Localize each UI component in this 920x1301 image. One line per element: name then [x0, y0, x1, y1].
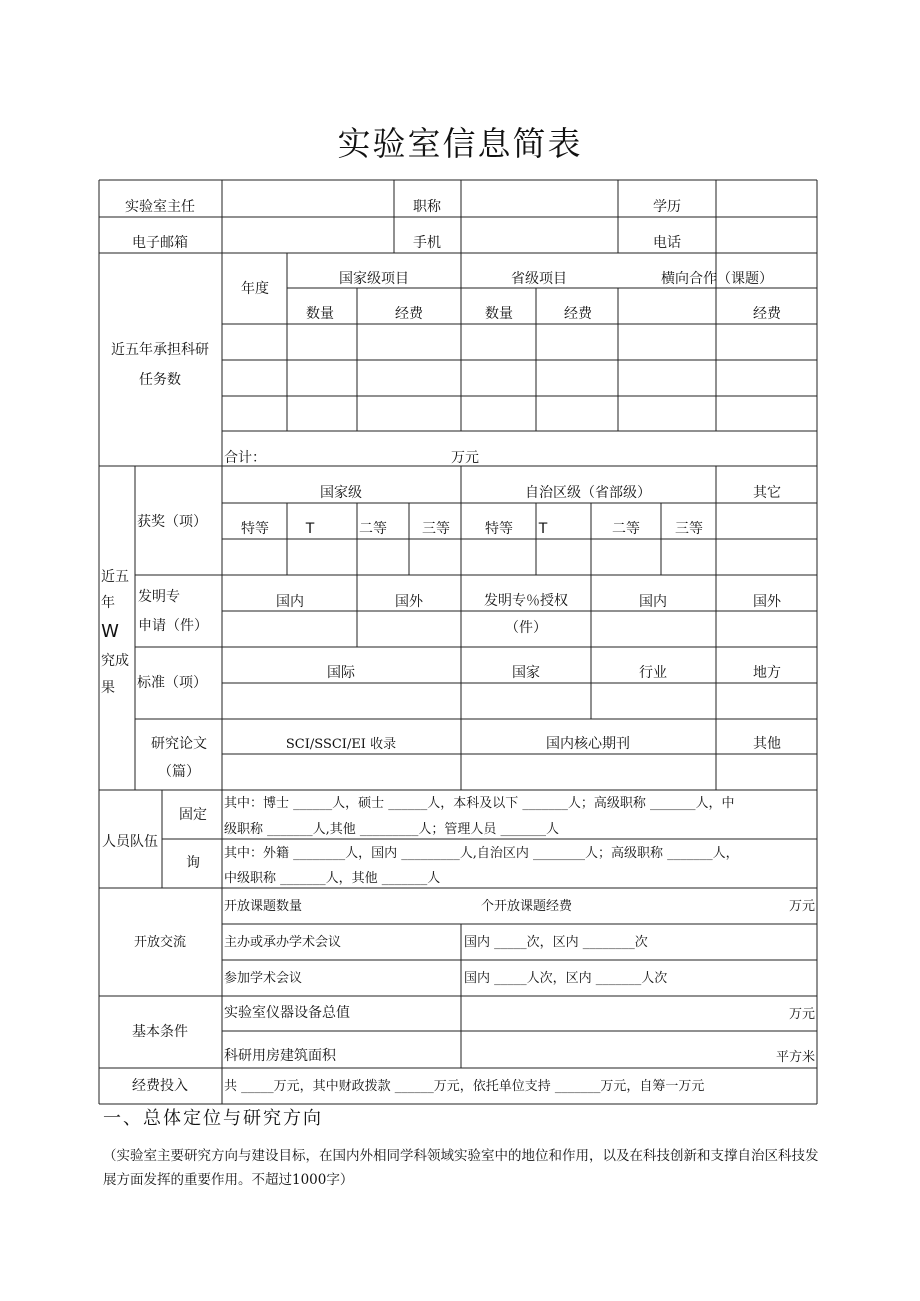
patent-app-foreign-label: 国外: [395, 594, 423, 610]
autonomous-special-grade: 特等: [485, 521, 513, 537]
staff-visiting-line-1: 其中：外籍 ________人，国内 _________人,自治区内 ________人；高级职称 _______人，: [224, 846, 739, 861]
awards-other-label: 其它: [753, 485, 781, 501]
patent-grant-foreign-label: 国外: [753, 594, 781, 610]
patent-application-label-1: 发明专: [138, 589, 180, 605]
provincial-projects-label: 省级项目: [511, 271, 567, 287]
host-meetings-label: 主办或承办学术会议: [224, 935, 342, 950]
conditions-section-label: 基本条件: [132, 1024, 188, 1040]
achievements-label-3: W: [101, 621, 119, 642]
attend-meetings-value: 国内 _____人次，区内 _______人次: [464, 971, 668, 986]
job-title-label: 职称: [413, 199, 441, 215]
achievements-label-2: 年: [101, 595, 115, 611]
autonomous-second-grade: 二等: [612, 521, 640, 537]
patent-app-domestic-label: 国内: [276, 594, 304, 610]
achievements-label-1: 近五: [101, 569, 129, 585]
national-third-grade: 三等: [422, 521, 450, 537]
patent-grant-label-1: 发明专％授权: [484, 593, 568, 609]
achievements-label-5: 果: [101, 680, 115, 696]
autonomous-first-grade: T: [538, 521, 548, 537]
host-meetings-value: 国内 _____次，区内 ________次: [464, 935, 648, 950]
projects-section-label-2: 任务数: [139, 372, 181, 388]
national-funding-label: 经费: [395, 306, 423, 322]
staff-fixed-line-2: 级职称 _______人,其他 _________人；管理人员 _______人: [224, 822, 560, 837]
papers-label-2: （篇）: [158, 764, 200, 780]
national-projects-label: 国家级项目: [339, 271, 409, 287]
equipment-value-unit: 万元: [788, 1007, 815, 1022]
staff-visiting-label: 询: [186, 855, 200, 871]
standards-label: 标准（项）: [137, 675, 207, 691]
projects-total-unit: 万元: [451, 450, 479, 466]
staff-section-label: 人员队伍: [102, 834, 158, 850]
achievements-label-4: 究成: [101, 653, 129, 669]
autonomous-third-grade: 三等: [675, 521, 703, 537]
open-topics-unit: 万元: [788, 899, 815, 914]
funding-section-label: 经费投入: [132, 1078, 188, 1094]
standards-local-label: 地方: [753, 665, 781, 681]
staff-fixed-line-1: 其中：博士 ______人，硕士 ______人，本科及以下 _______人；高级职称 _______人，中: [224, 796, 735, 811]
papers-core-journal-label: 国内核心期刊: [546, 736, 630, 752]
year-label: 年度: [241, 281, 269, 297]
table-grid: [99, 180, 817, 1104]
national-first-grade: T: [305, 521, 315, 537]
patent-application-label-2: 申请（件）: [138, 618, 208, 634]
horizontal-funding-label: 经费: [753, 306, 781, 322]
open-topics-label: 开放课题数量: [224, 899, 303, 914]
section-note: （实验室主要研究方向与建设目标，在国内外相同学科领域实验室中的地位和作用，以及在科技创新和支撑自治区科技发展方面发挥的重要作用。不超过1000字）: [103, 1148, 819, 1188]
staff-visiting-line-2: 中级职称 _______人，其他 _______人: [224, 871, 441, 886]
papers-other-label: 其他: [753, 736, 781, 752]
patent-grant-domestic-label: 国内: [639, 594, 667, 610]
section-heading-positioning: 一、总体定位与研究方向: [103, 1108, 323, 1129]
awards-national-label: 国家级: [320, 485, 362, 501]
open-topics-funding-label: 个开放课题经费: [481, 899, 573, 914]
awards-label: 获奖（项）: [137, 514, 207, 530]
national-second-grade: 二等: [359, 521, 387, 537]
horizontal-projects-label: 横向合作（课题）: [661, 271, 773, 287]
standards-international-label: 国际: [327, 665, 355, 681]
projects-section-label-1: 近五年承担科研: [111, 342, 209, 358]
staff-fixed-label: 固定: [179, 807, 207, 823]
building-area-unit: 平方米: [775, 1050, 815, 1065]
education-label: 学历: [653, 199, 681, 215]
patent-grant-label-2: （件）: [505, 620, 547, 636]
awards-autonomous-label: 自治区级（省部级）: [525, 485, 651, 501]
building-area-label: 科研用房建筑面积: [224, 1048, 336, 1064]
standards-industry-label: 行业: [639, 665, 667, 681]
mobile-label: 手机: [413, 235, 441, 251]
national-special-grade: 特等: [241, 521, 269, 537]
national-count-label: 数量: [306, 306, 334, 322]
page-title: 实验室信息简表: [337, 124, 583, 163]
papers-sci-label: SCI/SSCI/EI 收录: [285, 737, 397, 752]
telephone-label: 电话: [653, 235, 681, 251]
standards-national-label: 国家: [512, 665, 540, 681]
projects-total-label: 合计：: [224, 450, 266, 466]
funding-value: 共 _____万元，其中财政拨款 ______万元，依托单位支持 _______万元，自筹一万元: [224, 1079, 705, 1094]
provincial-funding-label: 经费: [564, 306, 592, 322]
director-label: 实验室主任: [125, 199, 195, 215]
provincial-count-label: 数量: [485, 306, 513, 322]
email-label: 电子邮箱: [132, 235, 188, 251]
exchange-section-label: 开放交流: [133, 935, 187, 950]
attend-meetings-label: 参加学术会议: [224, 971, 303, 986]
papers-label-1: 研究论文: [151, 736, 207, 752]
equipment-value-label: 实验室仪器设备总值: [224, 1005, 350, 1021]
